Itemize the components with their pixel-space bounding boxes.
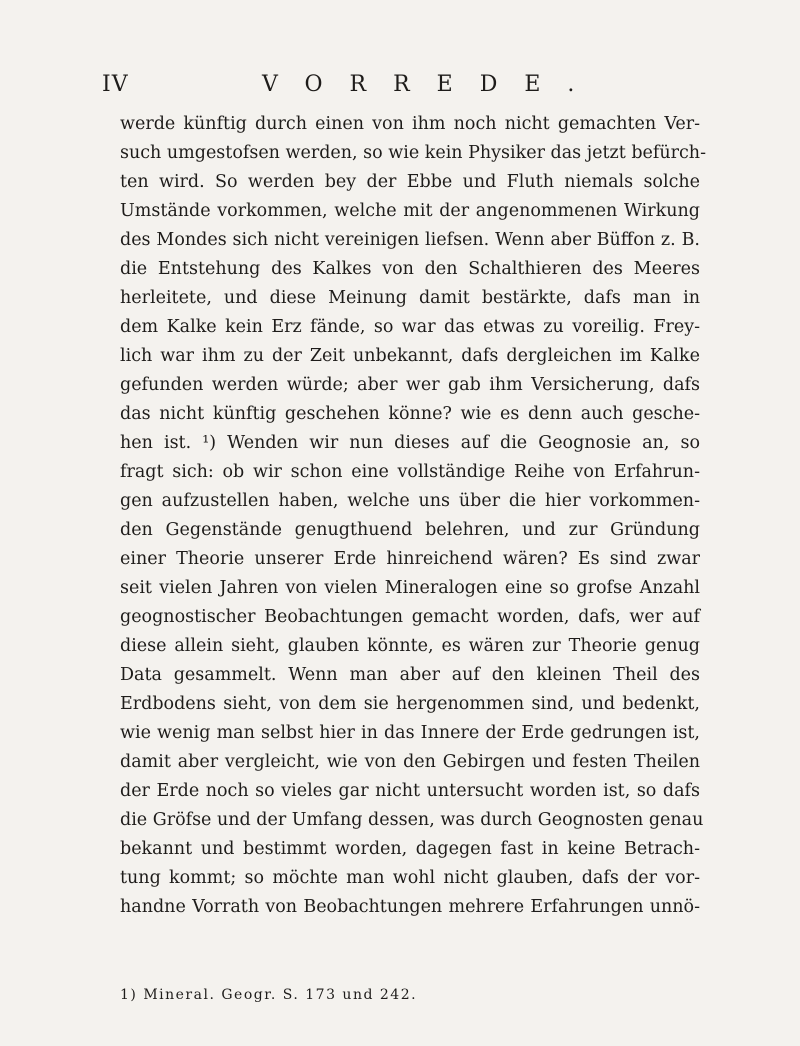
text-line: handne Vorrath von Beobachtungen mehrere Erfahrungen unnö- bbox=[120, 897, 700, 917]
text-line: ten wird. So werden bey der Ebbe und Fluth niemals solche bbox=[120, 172, 700, 192]
text-line: werde künftig durch einen von ihm noch nicht gemachten Ver- bbox=[120, 114, 700, 134]
text-line: wie wenig man selbst hier in das Innere der Erde gedrungen ist, bbox=[120, 723, 700, 743]
text-line: such umgestofsen werden, so wie kein Physiker das jetzt befürch- bbox=[120, 143, 706, 163]
text-line: der Erde noch so vieles gar nicht untersucht worden ist, so dafs bbox=[120, 781, 700, 801]
text-line: damit aber vergleicht, wie von den Gebirgen und festen Theilen bbox=[120, 752, 700, 772]
text-line: gen aufzustellen haben, welche uns über die hier vorkommen- bbox=[120, 491, 700, 511]
text-line: lich war ihm zu der Zeit unbekannt, dafs dergleichen im Kalke bbox=[120, 346, 700, 366]
text-line: hen ist. ¹) Wenden wir nun dieses auf die Geognosie an, so bbox=[120, 433, 700, 453]
text-line: seit vielen Jahren von vielen Mineralogen eine so grofse Anzahl bbox=[120, 578, 700, 598]
text-line: die Entstehung des Kalkes von den Schalthieren des Meeres bbox=[120, 259, 700, 279]
text-line: herleitete, und diese Meinung damit bestärkte, dafs man in bbox=[120, 288, 700, 308]
text-line: Erdbodens sieht, von dem sie hergenommen sind, und bedenkt, bbox=[120, 694, 700, 714]
footnote: 1) Mineral. Geogr. S. 173 und 242. bbox=[120, 987, 418, 1003]
text-line: geognostischer Beobachtungen gemacht worden, dafs, wer auf bbox=[120, 607, 700, 627]
page-number: IV bbox=[102, 72, 129, 97]
text-line: Data gesammelt. Wenn man aber auf den kleinen Theil des bbox=[120, 665, 700, 685]
text-line: das nicht künftig geschehen könne? wie es denn auch gesche- bbox=[120, 404, 700, 424]
text-line: die Gröfse und der Umfang dessen, was durch Geognosten genau bbox=[120, 810, 704, 830]
page-header bbox=[102, 64, 702, 104]
text-line: gefunden werden würde; aber wer gab ihm Versicherung, dafs bbox=[120, 375, 700, 395]
text-line: den Gegenstände genugthuend belehren, und zur Gründung bbox=[120, 520, 700, 540]
text-line: fragt sich: ob wir schon eine vollständige Reihe von Erfahrun- bbox=[120, 462, 700, 482]
text-line: diese allein sieht, glauben könnte, es wären zur Theorie genug bbox=[120, 636, 700, 656]
text-line: tung kommt; so möchte man wohl nicht glauben, dafs der vor- bbox=[120, 868, 700, 888]
text-line: einer Theorie unserer Erde hinreichend wären? Es sind zwar bbox=[120, 549, 700, 569]
body-text bbox=[120, 110, 706, 922]
text-line: bekannt und bestimmt worden, dagegen fast in keine Betrach- bbox=[120, 839, 700, 859]
text-line: Umstände vorkommen, welche mit der angenommenen Wirkung bbox=[120, 201, 700, 221]
running-head: VORREDE. bbox=[262, 72, 602, 97]
text-line: dem Kalke kein Erz fände, so war das etwas zu voreilig. Frey- bbox=[120, 317, 700, 337]
text-line: des Mondes sich nicht vereinigen liefsen. Wenn aber Büffon z. B. bbox=[120, 230, 700, 250]
